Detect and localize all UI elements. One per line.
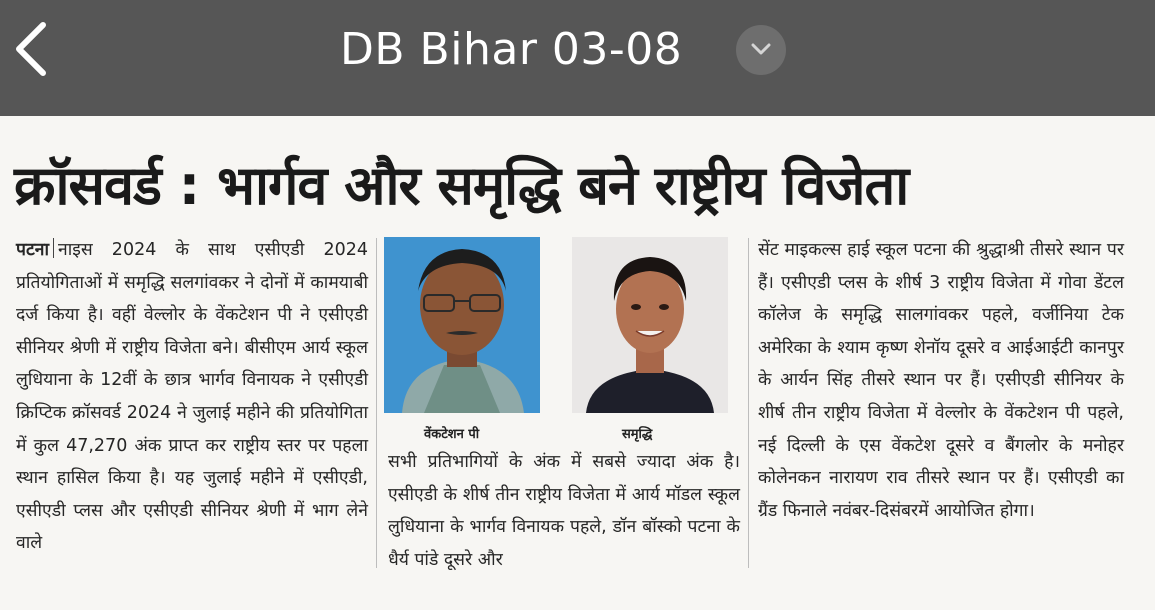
top-bar: [0, 0, 1155, 116]
article-text-left: नाइस 2024 के साथ एसीएडी 2024 प्रतियोगिताओं में समृद्धि सलगांवकर ने दोनों में कामयाबी दर्ज किया है। वहीं वेल्लोर के वेंकटेशन पी ने एसीएडी सीनियर श्रेणी में राष्ट्रीय विजेता बने। बीसीएम आर्य स्कूल लुधियाना के 12वीं के छात्र भार्गव विनायक ने एसीएडी क्रिप्टिक क्रॉसवर्ड 2024 ने जुलाई महीने की प्रतियोगिता में कुल 47,270 अंक प्राप्त कर राष्ट्रीय स्तर पर पहला स्थान हासिल किया है। यह जुलाई महीने में एसीएडी, एसीएडी प्लस और एसीएडी सीनियर श्रेणी में भाग लेने वाले: [16, 240, 368, 554]
column-divider-left: [376, 238, 377, 568]
back-button[interactable]: [0, 20, 60, 82]
column-divider-right: [748, 238, 749, 568]
dateline-separator: [53, 238, 54, 258]
article-column-middle: [388, 446, 740, 576]
chevron-left-icon: [13, 21, 47, 81]
photo-caption-1: वेंकटेशन पी: [424, 427, 480, 442]
venkatesan-photo: [384, 237, 540, 413]
page-title: DB Bihar 03-08: [340, 24, 683, 75]
article-column-left: [16, 234, 368, 560]
document-menu-button[interactable]: [736, 25, 786, 75]
chevron-down-icon: [750, 41, 772, 60]
newspaper-clipping: [0, 116, 1155, 610]
article-dateline: पटना: [16, 240, 50, 260]
samriddhi-photo: [572, 237, 728, 413]
article-text-right: सेंट माइकल्स हाई स्कूल पटना की श्रुद्धाश्री तीसरे स्थान पर हैं। एसीएडी प्लस के शीर्ष 3 राष्ट्रीय विजेता में गोवा डेंटल कॉलेज के समृद्धि सालगांवकर पहले, वर्जीनिया टेक अमेरिका के श्याम कृष्ण शेनॉय दूसरे व आईआईटी कानपुर के आर्यन सिंह तीसरे स्थान पर हैं। एसीएडी सीनियर के शीर्ष तीन राष्ट्रीय विजेता में वेल्लोर के वेंकटेशन पी पहले, नई दिल्ली के एस वेंकटेश दूसरे व बैंगलोर के मनोहर कोलेनकन नारायण राव तीसरे स्थान पर हैं। एसीएडी का ग्रैंड फिनाले नवंबर-दिसंबरमें आयोजित होगा।: [758, 240, 1124, 521]
article-text-middle: सभी प्रतिभागियों के अंक में सबसे ज्यादा अंक है। एसीएडी के शीर्ष तीन राष्ट्रीय विजेता में आर्य मॉडल स्कूल लुधियाना के भार्गव विनायक पहले, डॉन बॉस्को पटना के धैर्य पांडे दूसरे और: [388, 452, 740, 570]
photo-caption-2: समृद्धि: [622, 427, 653, 442]
article-headline: क्रॉसवर्ड : भार्गव और समृद्धि बने राष्ट्रीय विजेता: [14, 154, 909, 217]
article-column-right: [758, 234, 1124, 527]
